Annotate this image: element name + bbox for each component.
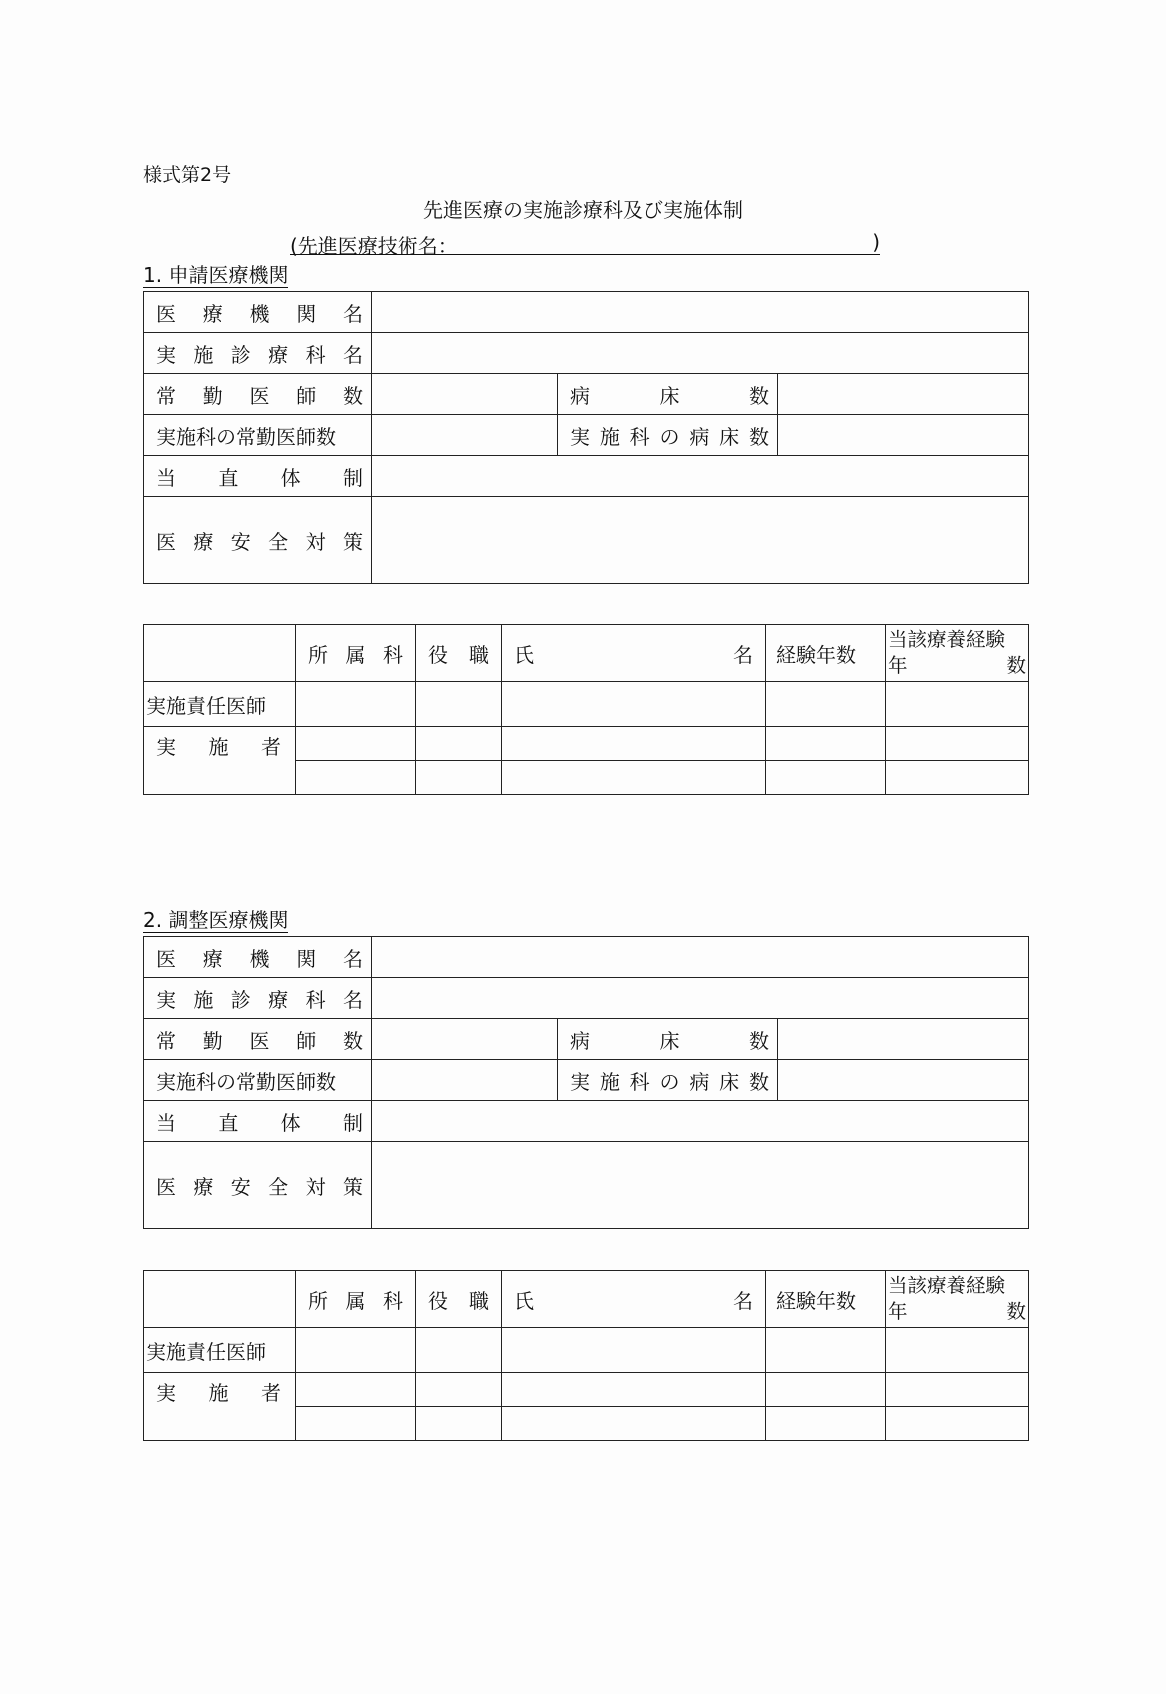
cell-input[interactable]	[502, 1373, 766, 1407]
header-blank	[144, 1271, 296, 1328]
label-char: 名	[733, 1288, 753, 1313]
label-char: 床	[659, 383, 680, 408]
label-char: 勤	[202, 383, 223, 408]
label-char: 施	[599, 424, 620, 449]
label-char: 名	[343, 301, 363, 326]
label-char: 全	[268, 1174, 289, 1199]
header-therapy-experience: 当該療養経験 年 数	[886, 625, 1029, 682]
cell-input[interactable]	[296, 682, 416, 727]
input-safety-measures[interactable]	[372, 1142, 1029, 1229]
label-char: 施	[208, 735, 229, 759]
input-fulltime-doctors[interactable]	[372, 374, 558, 415]
staff-table	[143, 1270, 1029, 1441]
label-char: 師	[296, 1028, 317, 1053]
label-char: 実	[156, 1381, 176, 1405]
label-char: 数	[748, 1069, 769, 1094]
label-char: 医	[156, 1174, 176, 1199]
cell-input[interactable]	[416, 727, 502, 761]
label-safety-measures	[144, 1142, 372, 1229]
label-char: 所	[308, 1288, 328, 1313]
tech-name-label: (先進医療技術名：	[290, 234, 458, 258]
cell-input[interactable]	[766, 682, 886, 727]
label-char: 床	[719, 1069, 740, 1094]
staff-table	[143, 624, 1029, 795]
label-char: 医	[249, 1028, 270, 1053]
label-dept-bed-count	[558, 1060, 778, 1101]
label-fulltime-doctors	[144, 374, 372, 415]
label-char: 職	[469, 642, 489, 667]
label-char: 床	[719, 424, 740, 449]
header-experience: 経験年数	[766, 625, 886, 682]
cell-input[interactable]	[296, 1328, 416, 1373]
input-fulltime-doctors[interactable]	[372, 1019, 558, 1060]
header-experience: 経験年数	[766, 1271, 886, 1328]
label-char: 名	[343, 946, 363, 971]
label-char: 関	[296, 301, 317, 326]
input-institution-name[interactable]	[372, 292, 1029, 333]
cell-input[interactable]	[502, 727, 766, 761]
label-char: 数	[749, 383, 769, 408]
document-title: 先進医療の実施診療科及び実施体制	[423, 198, 743, 222]
row-label-practitioner	[144, 1373, 296, 1441]
label-char: 実	[570, 1069, 590, 1094]
cell-input[interactable]	[766, 1373, 886, 1407]
label-char: 数	[749, 1028, 769, 1053]
label-char: 機	[249, 946, 270, 971]
label-char: 医	[156, 301, 176, 326]
cell-input[interactable]	[766, 1328, 886, 1373]
label-institution-name	[144, 937, 372, 978]
input-dept-bed-count[interactable]	[778, 415, 1029, 456]
input-dept-fulltime-doctors[interactable]	[372, 415, 558, 456]
input-duty-system[interactable]	[372, 456, 1029, 497]
label-department-name	[144, 333, 372, 374]
input-dept-bed-count[interactable]	[778, 1060, 1029, 1101]
label-char: 対	[305, 1174, 326, 1199]
label-char: 職	[469, 1288, 489, 1313]
header-name	[502, 1271, 766, 1328]
tech-name-close: )	[872, 230, 880, 254]
label-char: 年	[888, 1300, 908, 1323]
label-char: 実	[156, 735, 176, 759]
label-char: 対	[305, 529, 326, 554]
input-dept-fulltime-doctors[interactable]	[372, 1060, 558, 1101]
label-char: 制	[342, 1110, 363, 1135]
label-char: 策	[342, 529, 363, 554]
label-char: 病	[689, 424, 710, 449]
label-char: 策	[342, 1174, 363, 1199]
label-char: 病	[689, 1069, 710, 1094]
label-char: 常	[156, 383, 176, 408]
input-bed-count[interactable]	[778, 1019, 1029, 1060]
label-char: 療	[202, 946, 223, 971]
label-char: 当	[156, 1110, 176, 1135]
label-char: 数	[343, 1028, 363, 1053]
cell-input[interactable]	[886, 761, 1029, 795]
cell-input[interactable]	[416, 1407, 502, 1441]
label-char: 病	[570, 383, 590, 408]
label-duty-system	[144, 456, 372, 497]
label-char: 者	[261, 1381, 281, 1405]
label-char: 医	[156, 946, 176, 971]
label-char: 科	[629, 424, 650, 449]
cell-input[interactable]	[416, 761, 502, 795]
label-char: 名	[733, 642, 753, 667]
input-department-name[interactable]	[372, 978, 1029, 1019]
label-char: の	[659, 424, 680, 449]
label-char: 施	[193, 342, 214, 367]
label-char: 役	[428, 642, 448, 667]
label-char: 年	[888, 654, 908, 677]
label-char: 診	[230, 342, 251, 367]
label-char: 制	[342, 465, 363, 490]
header-department	[296, 625, 416, 682]
label-department-name	[144, 978, 372, 1019]
label-dept-fulltime-doctors: 実施科の常勤医師数	[144, 415, 372, 456]
section-heading: 1. 申請医療機関	[143, 263, 289, 287]
label-char: 医	[249, 383, 270, 408]
cell-input[interactable]	[502, 682, 766, 727]
label-char: 氏	[514, 1288, 534, 1313]
label-char: 当	[156, 465, 176, 490]
label-char: 数	[1006, 1300, 1026, 1323]
label-char: 安	[230, 529, 251, 554]
cell-input[interactable]	[296, 761, 416, 795]
label-char: 勤	[202, 1028, 223, 1053]
cell-input[interactable]	[886, 682, 1029, 727]
label-char: 施	[599, 1069, 620, 1094]
label-dept-bed-count	[558, 415, 778, 456]
section-heading: 2. 調整医療機関	[143, 908, 289, 932]
header-name	[502, 625, 766, 682]
label-char: 施	[208, 1381, 229, 1405]
row-label-responsible-doctor: 実施責任医師	[144, 1328, 296, 1373]
label-char: 数	[748, 424, 769, 449]
row-label-responsible-doctor: 実施責任医師	[144, 682, 296, 727]
cell-input[interactable]	[766, 727, 886, 761]
label-bed-count	[558, 374, 778, 415]
cell-input[interactable]	[416, 1328, 502, 1373]
label-char: 全	[268, 529, 289, 554]
label-char: 施	[193, 987, 214, 1012]
header-therapy-experience: 当該療養経験 年 数	[886, 1271, 1029, 1328]
label-institution-name	[144, 292, 372, 333]
label-char: 名	[342, 342, 363, 367]
row-label-practitioner	[144, 727, 296, 795]
label-char: 医	[156, 529, 176, 554]
label-char: 病	[570, 1028, 590, 1053]
label-char: 直	[218, 465, 239, 490]
cell-input[interactable]	[502, 761, 766, 795]
institution-table	[143, 291, 1029, 584]
label-char: 関	[296, 946, 317, 971]
label-char: 科	[629, 1069, 650, 1094]
header-blank	[144, 625, 296, 682]
label-char: 所	[308, 642, 328, 667]
header-department	[296, 1271, 416, 1328]
cell-input[interactable]	[416, 1373, 502, 1407]
label-char: 診	[230, 987, 251, 1012]
cell-input[interactable]	[886, 727, 1029, 761]
input-institution-name[interactable]	[372, 937, 1029, 978]
label-char: 属	[345, 1288, 366, 1313]
label-char: 療	[193, 529, 214, 554]
label-char: 科	[305, 987, 326, 1012]
input-duty-system[interactable]	[372, 1101, 1029, 1142]
label-char: 師	[296, 383, 317, 408]
cell-input[interactable]	[502, 1328, 766, 1373]
label-char: 実	[570, 424, 590, 449]
label-char: 療	[193, 1174, 214, 1199]
label-char: 役	[428, 1288, 448, 1313]
label-char: 療	[268, 987, 289, 1012]
cell-input[interactable]	[886, 1328, 1029, 1373]
input-bed-count[interactable]	[778, 374, 1029, 415]
form-number: 様式第2号	[143, 164, 232, 186]
cell-input[interactable]	[766, 1407, 886, 1441]
label-char: 体	[280, 465, 301, 490]
label-char: 床	[659, 1028, 680, 1053]
header-position	[416, 1271, 502, 1328]
label-safety-measures	[144, 497, 372, 584]
cell-input[interactable]	[502, 1407, 766, 1441]
label-char: 実	[156, 342, 176, 367]
input-safety-measures[interactable]	[372, 497, 1029, 584]
label-char: 実	[156, 987, 176, 1012]
label-bed-count	[558, 1019, 778, 1060]
label-char: 療	[268, 342, 289, 367]
label-char: 安	[230, 1174, 251, 1199]
label-duty-system	[144, 1101, 372, 1142]
cell-input[interactable]	[886, 1373, 1029, 1407]
cell-input[interactable]	[766, 761, 886, 795]
label-char: 科	[305, 342, 326, 367]
cell-input[interactable]	[296, 1373, 416, 1407]
label-char: 数	[343, 383, 363, 408]
tech-name-field[interactable]	[290, 230, 880, 258]
label-char: 科	[383, 642, 403, 667]
label-dept-fulltime-doctors: 実施科の常勤医師数	[144, 1060, 372, 1101]
label-char: 科	[383, 1288, 403, 1313]
label-char: 者	[261, 735, 281, 759]
cell-input[interactable]	[416, 682, 502, 727]
label-char: 常	[156, 1028, 176, 1053]
cell-input[interactable]	[296, 1407, 416, 1441]
input-department-name[interactable]	[372, 333, 1029, 374]
label-char: 体	[280, 1110, 301, 1135]
label-fulltime-doctors	[144, 1019, 372, 1060]
label-char: 療	[202, 301, 223, 326]
cell-input[interactable]	[886, 1407, 1029, 1441]
header-position	[416, 625, 502, 682]
label-char: 直	[218, 1110, 239, 1135]
label-char: 名	[342, 987, 363, 1012]
label-char: 属	[345, 642, 366, 667]
label-char: 氏	[514, 642, 534, 667]
institution-table	[143, 936, 1029, 1229]
cell-input[interactable]	[296, 727, 416, 761]
label-char: 機	[249, 301, 270, 326]
label-char: 数	[1006, 654, 1026, 677]
label-char: の	[659, 1069, 680, 1094]
